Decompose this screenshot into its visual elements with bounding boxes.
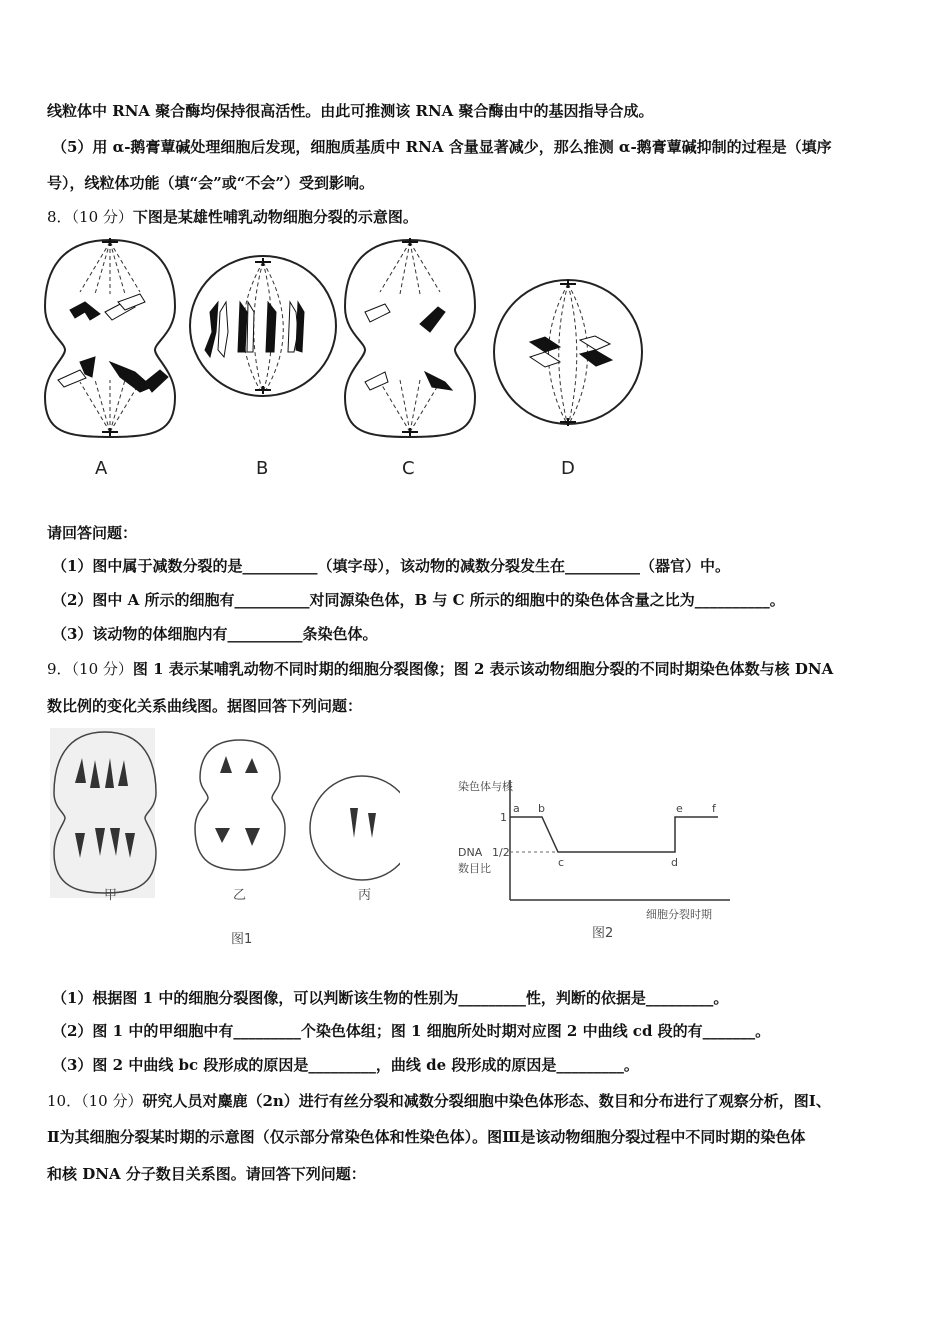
point-c: c: [558, 856, 565, 869]
question-8-text: 下图是某雄性哺乳动物细胞分裂的示意图。: [132, 208, 418, 226]
figure-cell-division-q8: [40, 232, 650, 492]
figure-1-cells-q9: [50, 728, 400, 928]
point-f: f: [712, 802, 716, 815]
x-axis-label: 细胞分裂时期: [646, 908, 712, 921]
y-tick-half: 1/2: [492, 846, 510, 859]
question-10-number: 10．（10 分）: [47, 1092, 143, 1110]
q8-sub-2: （2）图中 A 所示的细胞有__________对同源染色体，B 与 C 所示的细胞中的染色体含量之比为__________。: [52, 591, 785, 609]
y-axis-label: 染色体与核: [458, 780, 513, 793]
question-10-header: [47, 1091, 831, 1111]
fig8-label-d: D: [561, 458, 575, 479]
q9-sub-1: （1）根据图 1 中的细胞分裂图像，可以判断该生物的性别为_________性，判断的依据是_________。: [52, 989, 729, 1007]
y-axis-label-2: DNA: [458, 846, 483, 859]
question-8-number: 8．（10 分）: [47, 208, 133, 226]
point-d: d: [671, 856, 678, 869]
q9-sub-3: （3）图 2 中曲线 bc 段形成的原因是_________，曲线 de 段形成的原因是_________。: [52, 1056, 639, 1074]
fig9-caption-2: 图2: [592, 926, 614, 941]
q9-sub-2: （2）图 1 中的甲细胞中有_________个染色体组；图 1 细胞所处时期对应图 2 中曲线 cd 段的有_______。: [52, 1022, 771, 1040]
question-8-header: [47, 207, 418, 227]
text-line-2: （5）用 α-鹅膏蕈碱处理细胞后发现，细胞质基质中 RNA 含量显著减少，那么推测 α-鹅膏蕈碱抑制的过程是（填序: [52, 138, 832, 156]
text-line-3: 号），线粒体功能（填“会”或“不会”）受到影响。: [47, 174, 375, 192]
fig8-label-c: C: [402, 458, 415, 479]
figure-2-curve-q9: [450, 760, 750, 930]
q8-sub-3: （3）该动物的体细胞内有__________条染色体。: [52, 625, 378, 643]
q8-prompt: 请回答问题：: [47, 524, 138, 542]
cell-d-membrane: [494, 280, 642, 424]
fig9-cell-label-yi: 乙: [233, 888, 247, 903]
question-9-header: [47, 659, 833, 679]
question-10-text-3: 和核 DNA 分子数目关系图。请回答下列问题：: [47, 1165, 366, 1183]
text-line-1: 线粒体中 RNA 聚合酶均保持很高活性。由此可推测该 RNA 聚合酶由中的基因指导合成。: [47, 102, 654, 120]
question-9-text-2: 数比例的变化关系曲线图。据图回答下列问题：: [47, 697, 363, 715]
question-10-text: 研究人员对麋鹿（2n）进行有丝分裂和减数分裂细胞中染色体形态、数目和分布进行了观察分析，图Ⅰ、: [142, 1092, 831, 1110]
question-9-number: 9．（10 分）: [47, 660, 133, 678]
fig8-label-a: A: [95, 458, 108, 479]
point-e: e: [676, 802, 683, 815]
fig8-label-b: B: [256, 458, 269, 479]
question-9-text: 图 1 表示某哺乳动物不同时期的细胞分裂图像；图 2 表示该动物细胞分裂的不同时期染色体数与核 DNA: [132, 660, 834, 678]
question-10-text-2: Ⅱ为其细胞分裂某时期的示意图（仅示部分常染色体和性染色体）。图Ⅲ是该动物细胞分裂过程中不同时期的染色体: [47, 1128, 806, 1146]
fig9-caption-1: 图1: [231, 932, 253, 947]
fig9-cell-label-jia: 甲: [104, 888, 118, 903]
point-b: b: [538, 802, 545, 815]
y-tick-1: 1: [500, 811, 507, 824]
q8-sub-1: （1）图中属于减数分裂的是__________（填字母），该动物的减数分裂发生在__________（器官）中。: [52, 557, 730, 575]
point-a: a: [513, 802, 520, 815]
cell-c-membrane: [345, 240, 475, 437]
y-axis-label-3: 数目比: [458, 862, 491, 875]
fig9-cell-label-bing: 丙: [358, 888, 372, 903]
